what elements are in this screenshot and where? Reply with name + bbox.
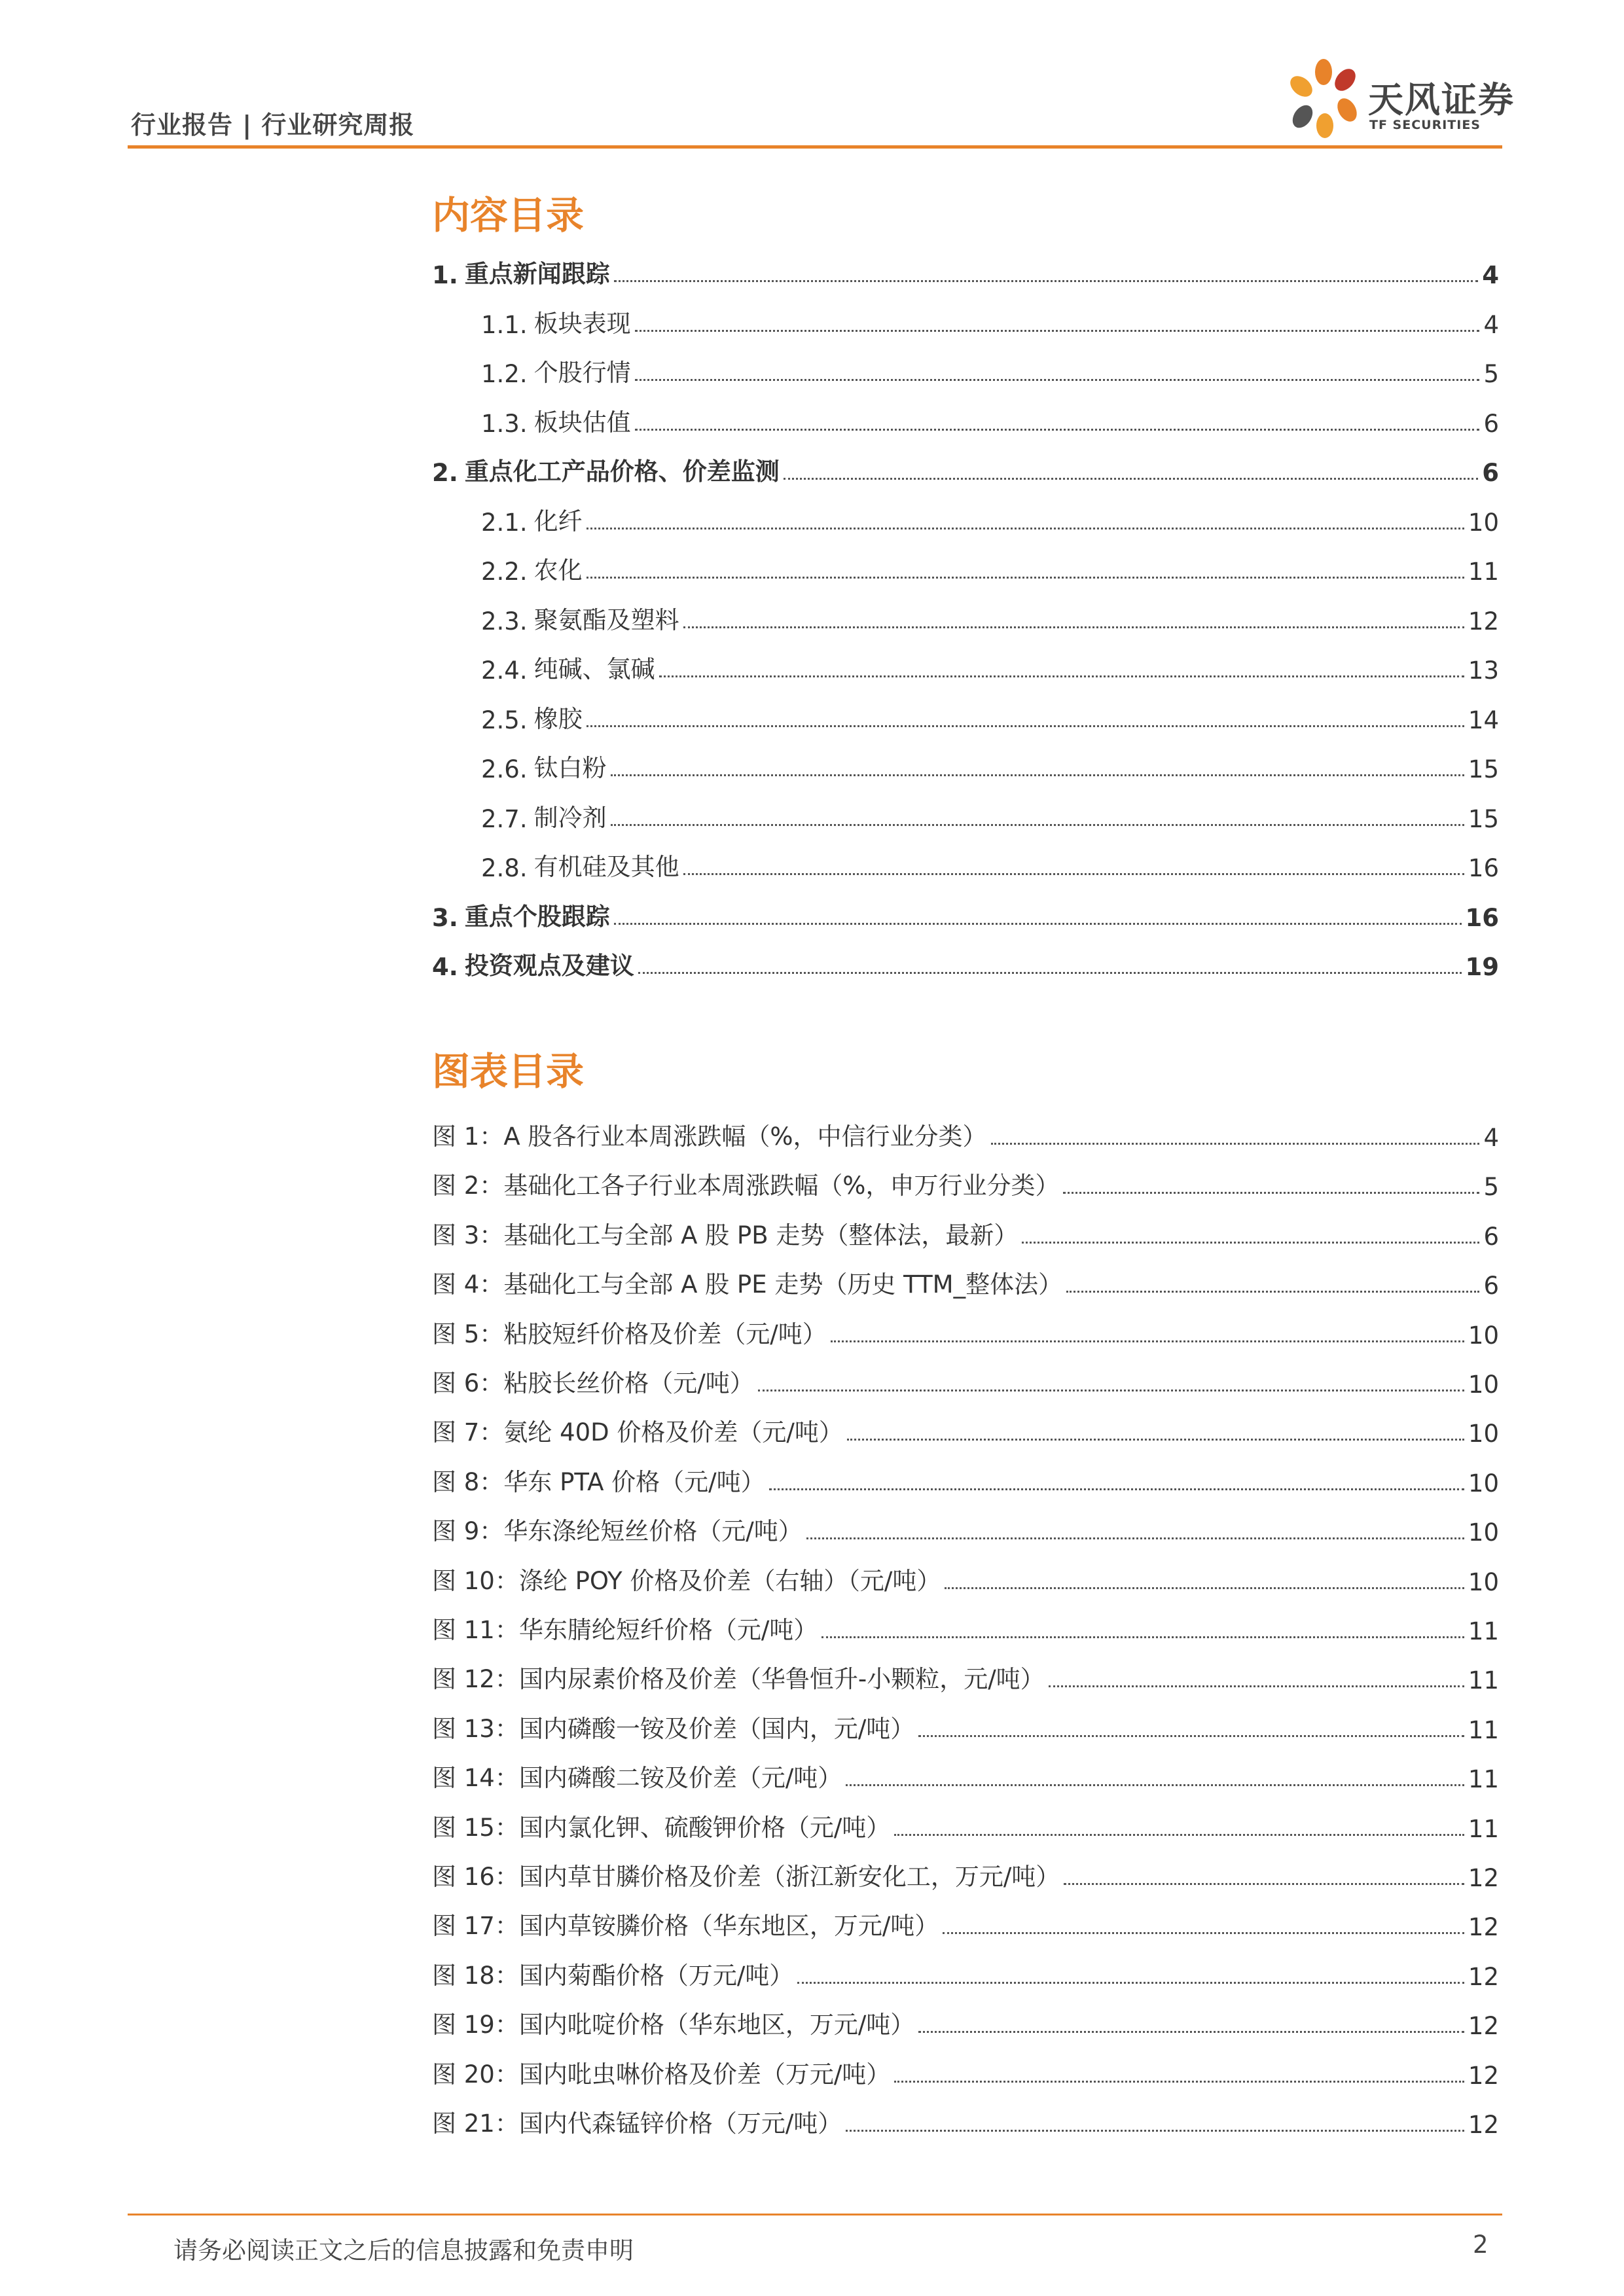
leader-dots — [635, 330, 1480, 332]
figure-entry-number: 图 15： — [432, 1813, 519, 1842]
figure-entry[interactable] — [432, 1754, 1499, 1793]
toc-entry-number: 2.1. — [481, 508, 528, 537]
figure-entry-page: 4 — [1483, 1124, 1499, 1152]
toc-entry[interactable] — [481, 300, 1499, 339]
figure-entry-page: 11 — [1468, 1666, 1499, 1695]
leader-dots — [1049, 1685, 1464, 1687]
toc-entry-number: 2.8. — [481, 854, 528, 882]
figure-entry-number: 图 3： — [432, 1221, 504, 1249]
figure-entry-page: 10 — [1468, 1469, 1499, 1498]
figure-entry-label: 国内吡啶价格（华东地区，万元/吨） — [518, 2011, 915, 2039]
figure-entry-page: 6 — [1483, 1272, 1499, 1300]
toc-entry-label: 化纤 — [533, 507, 583, 535]
toc-entry-page: 6 — [1482, 459, 1499, 487]
leader-dots — [586, 577, 1464, 579]
figure-entry-label: 国内草铵膦价格（华东地区，万元/吨） — [518, 1912, 939, 1941]
figure-entry-label: 华东涤纶短丝价格（元/吨） — [503, 1517, 803, 1546]
toc-entry-number: 2. — [432, 459, 458, 487]
toc-entry-number: 2.2. — [481, 558, 528, 586]
leader-dots — [784, 478, 1478, 480]
toc-entry-number: 2.7. — [481, 804, 528, 833]
leader-dots — [821, 1636, 1464, 1638]
leader-dots — [831, 1340, 1464, 1342]
figure-entry-label: A 股各行业本周涨跌幅（%，中信行业分类） — [503, 1122, 987, 1151]
figure-entry-number: 图 1： — [432, 1122, 504, 1151]
leader-dots — [638, 972, 1462, 974]
toc-entry[interactable] — [432, 448, 1499, 487]
footer-disclaimer: 请务必阅读正文之后的信息披露和免责申明 — [173, 2236, 634, 2265]
figure-entry-number: 图 10： — [432, 1566, 519, 1595]
figure-entry[interactable] — [432, 1211, 1499, 1251]
logo-english-text: TF SECURITIES — [1369, 118, 1481, 132]
figure-entry-label: 国内草甘膦价格及价差（浙江新安化工，万元/吨） — [518, 1863, 1060, 1891]
figure-entry-number: 图 9： — [432, 1517, 504, 1546]
figure-entry-label: 涤纶 POY 价格及价差（右轴）（元/吨） — [518, 1566, 941, 1595]
toc-entry-label: 农化 — [533, 556, 583, 584]
toc-entry-page: 10 — [1468, 508, 1499, 537]
toc-entry-label: 钛白粉 — [533, 754, 607, 782]
figure-entry-number: 图 13： — [432, 1714, 519, 1743]
flower-logo-icon — [1283, 52, 1368, 144]
figure-entry-page: 10 — [1468, 1321, 1499, 1350]
figure-entry-number: 图 6： — [432, 1369, 504, 1397]
toc-entry-label: 个股行情 — [533, 359, 631, 387]
toc-entry[interactable] — [481, 843, 1499, 882]
figure-entry-page: 10 — [1468, 1371, 1499, 1399]
leader-dots — [683, 626, 1464, 628]
leader-dots — [894, 1834, 1464, 1836]
toc-entry-label: 纯碱、氯碱 — [533, 655, 655, 683]
figure-entry[interactable] — [432, 1162, 1499, 1201]
toc-entry-number: 4. — [432, 953, 458, 981]
figure-entry-page: 5 — [1483, 1173, 1499, 1202]
figure-entry[interactable] — [432, 1458, 1499, 1498]
figure-entry[interactable] — [432, 1902, 1499, 1941]
toc-entry-page: 5 — [1483, 360, 1499, 388]
figure-entry-number: 图 14： — [432, 1764, 519, 1793]
leader-dots — [943, 1932, 1464, 1934]
leader-dots — [758, 1390, 1464, 1391]
toc-title: 内容目录 — [432, 193, 585, 238]
toc-entry[interactable] — [481, 794, 1499, 833]
figure-entry-label: 国内磷酸一铵及价差（国内，元/吨） — [518, 1714, 915, 1743]
figure-entry[interactable] — [432, 1705, 1499, 1744]
toc-entry-number: 1.2. — [481, 360, 528, 388]
figure-entry-number: 图 18： — [432, 1961, 519, 1990]
toc-entry-label: 板块表现 — [533, 309, 631, 338]
leader-dots — [945, 1587, 1464, 1589]
leader-dots — [991, 1143, 1480, 1145]
figure-entry-number: 图 20： — [432, 2060, 519, 2089]
toc-entry-page: 12 — [1468, 607, 1499, 636]
leader-dots — [847, 1439, 1464, 1441]
logo-chinese-text: 天风证券 — [1368, 79, 1515, 120]
figure-entry-number: 图 21： — [432, 2109, 519, 2138]
figure-entry-page: 12 — [1468, 1864, 1499, 1892]
figure-entry-label: 国内尿素价格及价差（华鲁恒升-小颗粒，元/吨） — [518, 1665, 1045, 1694]
toc-entry-page: 4 — [1482, 261, 1499, 289]
figure-entry-number: 图 4： — [432, 1270, 504, 1299]
leader-dots — [846, 1784, 1464, 1786]
figure-entry-label: 国内菊酯价格（万元/吨） — [518, 1961, 794, 1990]
toc-entry[interactable] — [432, 942, 1499, 981]
toc-entry-label: 板块估值 — [533, 408, 631, 437]
toc-entry-label: 重点个股跟踪 — [464, 902, 610, 931]
toc-entry-label: 橡胶 — [533, 704, 583, 733]
leader-dots — [1066, 1291, 1479, 1293]
leader-dots — [1022, 1242, 1479, 1244]
figure-entry-label: 国内代森锰锌价格（万元/吨） — [518, 2109, 842, 2138]
figure-entry-page: 12 — [1468, 1913, 1499, 1942]
toc-entry-page: 15 — [1468, 804, 1499, 833]
figure-entry-label: 国内吡虫啉价格及价差（万元/吨） — [518, 2060, 891, 2089]
leader-dots — [586, 528, 1464, 529]
leader-dots — [635, 429, 1480, 431]
toc-entry-page: 6 — [1483, 409, 1499, 438]
figure-entry[interactable] — [432, 1261, 1499, 1300]
figure-entry-page: 11 — [1468, 1765, 1499, 1794]
figure-entry-page: 12 — [1468, 2012, 1499, 2041]
leader-dots — [586, 725, 1464, 727]
leader-dots — [659, 675, 1464, 677]
figure-entry-label: 国内氯化钾、硫酸钾价格（元/吨） — [518, 1813, 891, 1842]
figure-entry-page: 11 — [1468, 1617, 1499, 1645]
figure-entry-label: 国内磷酸二铵及价差（元/吨） — [518, 1764, 842, 1793]
figure-entry[interactable] — [432, 2001, 1499, 2040]
toc-entry-label: 有机硅及其他 — [533, 853, 679, 881]
figure-entry-number: 图 7： — [432, 1418, 504, 1447]
figure-entry-page: 11 — [1468, 1814, 1499, 1843]
toc-entry-number: 1.3. — [481, 409, 528, 438]
toc-entry-label: 重点新闻跟踪 — [464, 260, 610, 288]
figure-entry-number: 图 8： — [432, 1467, 504, 1496]
toc-entry[interactable] — [481, 645, 1499, 685]
toc-entry-page: 14 — [1468, 706, 1499, 734]
toc-entry-number: 2.6. — [481, 755, 528, 783]
leader-dots — [635, 379, 1480, 381]
figure-entry-page: 12 — [1468, 2061, 1499, 2090]
report-type-label: 行业报告 | 行业研究周报 — [131, 111, 415, 139]
figure-entry-page: 12 — [1468, 2111, 1499, 2139]
figure-entry-number: 图 19： — [432, 2011, 519, 2039]
figure-entry-number: 图 12： — [432, 1665, 519, 1694]
figure-entry[interactable] — [432, 1606, 1499, 1645]
leader-dots — [614, 280, 1478, 282]
figure-entry[interactable] — [432, 1507, 1499, 1547]
toc-entry[interactable] — [432, 250, 1499, 289]
toc-entry-number: 1.1. — [481, 310, 528, 339]
leader-dots — [611, 774, 1464, 776]
figure-entry-label: 华东 PTA 价格（元/吨） — [503, 1467, 765, 1496]
toc-entry-page: 19 — [1465, 953, 1499, 981]
toc-entry-number: 1. — [432, 261, 458, 289]
figure-entry[interactable] — [432, 1310, 1499, 1350]
figure-entry-label: 基础化工各子行业本周涨跌幅（%，申万行业分类） — [503, 1172, 1060, 1200]
leader-dots — [846, 2130, 1464, 2132]
leader-dots — [1064, 1883, 1464, 1885]
toc-entry[interactable] — [481, 596, 1499, 636]
toc-entry[interactable] — [481, 399, 1499, 438]
leader-dots — [611, 824, 1464, 826]
leader-dots — [918, 1735, 1464, 1737]
toc-entry[interactable] — [481, 547, 1499, 586]
figure-entry-number: 图 17： — [432, 1912, 519, 1941]
footer-divider — [128, 2214, 1502, 2215]
toc-entry-number: 2.4. — [481, 656, 528, 685]
figure-entry-page: 10 — [1468, 1420, 1499, 1448]
toc-entry-label: 聚氨酯及塑料 — [533, 605, 679, 634]
figure-entry[interactable] — [432, 1952, 1499, 1991]
toc-entry[interactable] — [481, 695, 1499, 734]
leader-dots — [806, 1537, 1464, 1539]
header-divider — [128, 145, 1502, 149]
figure-entry[interactable] — [432, 1359, 1499, 1399]
toc-entry[interactable] — [481, 744, 1499, 783]
toc-entry-label: 制冷剂 — [533, 803, 607, 832]
toc-entry-label: 投资观点及建议 — [464, 952, 634, 980]
figure-entry-number: 图 2： — [432, 1172, 504, 1200]
leader-dots — [683, 873, 1464, 875]
figure-entry[interactable] — [432, 1853, 1499, 1892]
figure-entry[interactable] — [432, 1804, 1499, 1843]
figure-entry-number: 图 16： — [432, 1863, 519, 1891]
toc-entry-page: 16 — [1468, 854, 1499, 882]
figure-entry-number: 图 11： — [432, 1616, 519, 1644]
leader-dots — [1063, 1192, 1479, 1194]
leader-dots — [614, 923, 1462, 925]
figure-entry-label: 基础化工与全部 A 股 PE 走势（历史 TTM_整体法） — [503, 1270, 1063, 1299]
toc-entry-label: 重点化工产品价格、价差监测 — [464, 457, 780, 486]
figure-entry[interactable] — [432, 2100, 1499, 2139]
figure-entry-page: 10 — [1468, 1518, 1499, 1547]
figure-entry-number: 图 5： — [432, 1319, 504, 1348]
toc-entry[interactable] — [481, 349, 1499, 388]
figure-entry[interactable] — [432, 2051, 1499, 2090]
toc-entry-page: 16 — [1465, 903, 1499, 932]
figure-entry-page: 10 — [1468, 1568, 1499, 1596]
leader-dots — [797, 1982, 1464, 1984]
toc-entry-number: 2.3. — [481, 607, 528, 636]
leader-dots — [769, 1488, 1464, 1490]
figures-title: 图表目录 — [432, 1049, 585, 1094]
toc-entry-page: 15 — [1468, 755, 1499, 783]
toc-entry-number: 2.5. — [481, 706, 528, 734]
toc-entry-page: 11 — [1468, 558, 1499, 586]
toc-entry[interactable] — [481, 497, 1499, 537]
figure-entry-label: 粘胶短纤价格及价差（元/吨） — [503, 1319, 827, 1348]
page-number: 2 — [1473, 2231, 1489, 2259]
figure-entry-page: 12 — [1468, 1962, 1499, 1991]
figure-entry-label: 基础化工与全部 A 股 PB 走势（整体法，最新） — [503, 1221, 1019, 1249]
figure-entry-label: 粘胶长丝价格（元/吨） — [503, 1369, 754, 1397]
toc-entry-number: 3. — [432, 903, 458, 932]
figure-entry[interactable] — [432, 1113, 1499, 1152]
figure-entry[interactable] — [432, 1655, 1499, 1695]
figure-entry-label: 华东腈纶短纤价格（元/吨） — [518, 1616, 818, 1644]
toc-entry-page: 13 — [1468, 656, 1499, 685]
leader-dots — [894, 2081, 1464, 2083]
figure-entry-page: 6 — [1483, 1222, 1499, 1251]
leader-dots — [918, 2031, 1464, 2033]
brand-logo — [1283, 52, 1519, 144]
figure-entry-page: 11 — [1468, 1715, 1499, 1744]
toc-entry[interactable] — [432, 893, 1499, 932]
toc-entry-page: 4 — [1483, 310, 1499, 339]
figure-entry-label: 氨纶 40D 价格及价差（元/吨） — [503, 1418, 843, 1447]
figure-entry[interactable] — [432, 1557, 1499, 1596]
figure-entry[interactable] — [432, 1408, 1499, 1448]
